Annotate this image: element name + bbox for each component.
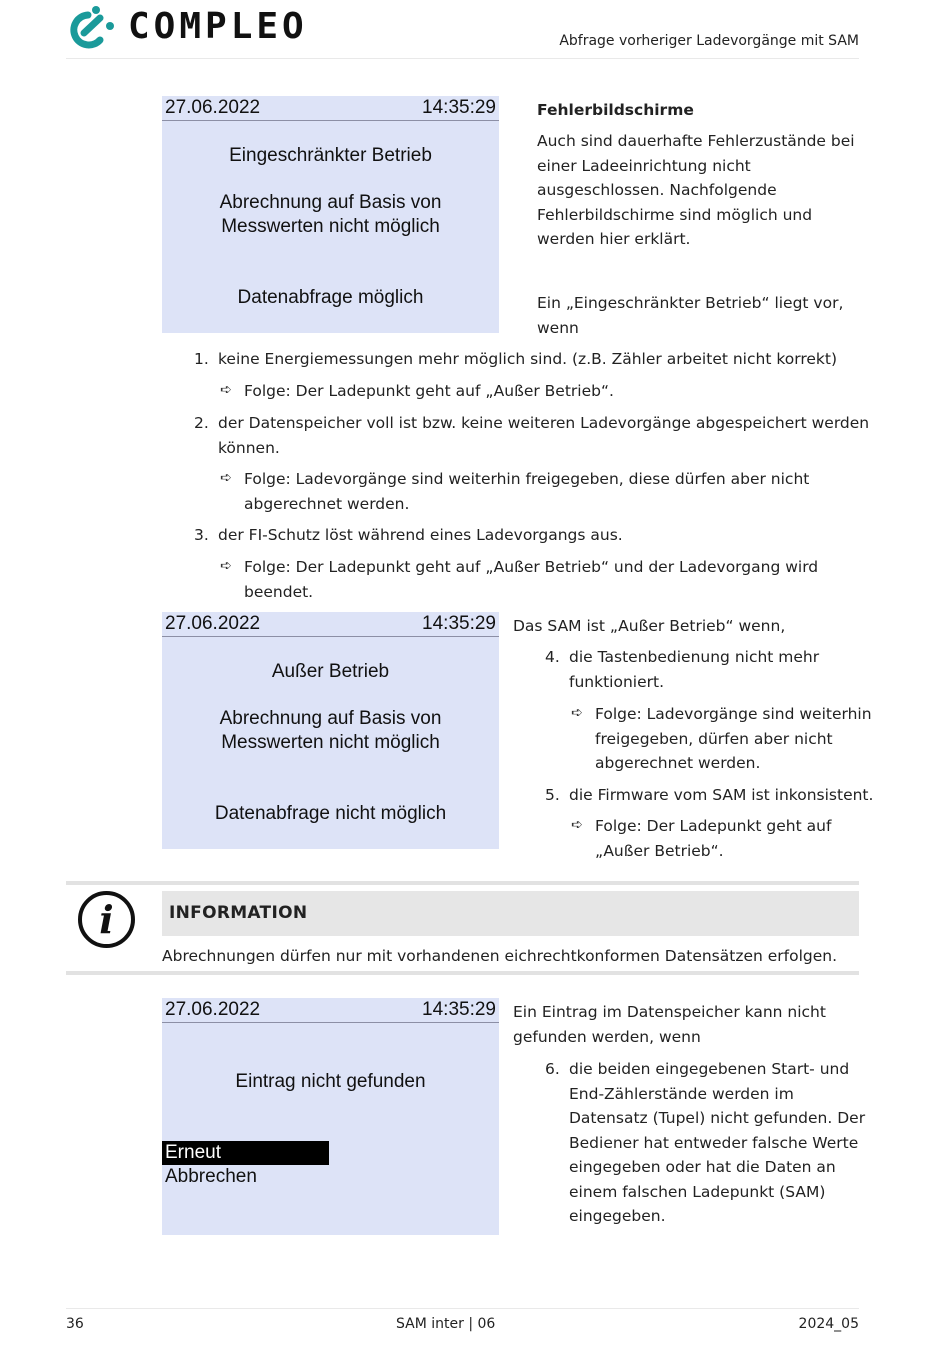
screen-status-bar	[162, 96, 499, 121]
compleo-logo	[66, 2, 308, 52]
screen-time: 14:35:29	[422, 999, 496, 1020]
screen-message-line: Messwerten nicht möglich	[221, 732, 440, 753]
list-number: 5.	[545, 786, 560, 804]
list-consequence: Folge: Ladevorgänge sind weiterhin freigegeben, dürfen aber nicht abgerechnet werden.	[595, 705, 872, 772]
info-bottom-divider	[66, 971, 859, 975]
section-paragraph: Ein „Eingeschränkter Betrieb“ liegt vor, wenn	[537, 294, 844, 337]
display-screen-restricted-operation	[162, 96, 499, 333]
compleo-logo-icon	[66, 2, 118, 52]
info-text: Abrechnungen dürfen nur mit vorhandenen eichrechtkonformen Datensätzen erfolgen.	[162, 947, 838, 965]
screen-status-bar	[162, 612, 499, 637]
list-number: 6.	[545, 1060, 560, 1078]
arrow-right-icon: ➪	[571, 705, 583, 721]
screen-date: 27.06.2022	[165, 999, 261, 1020]
page-number: 36	[66, 1316, 84, 1332]
footer-divider	[66, 1308, 859, 1309]
list-number: 4.	[545, 648, 560, 666]
list-consequence: Folge: Ladevorgänge sind weiterhin freigegeben, diese dürfen aber nicht abgerechnet werden.	[244, 470, 810, 513]
logo-wordmark: COMPLEO	[128, 6, 308, 47]
info-icon: i	[78, 891, 135, 948]
screen-status-line: Datenabfrage nicht möglich	[214, 803, 447, 824]
list-consequence: Folge: Der Ladepunkt geht auf „Außer Betrieb“.	[244, 382, 614, 400]
screen-title: Eintrag nicht gefunden	[235, 1071, 426, 1092]
section-intro: Ein Eintrag im Datenspeicher kann nicht gefunden werden, wenn	[513, 1003, 826, 1046]
screen-time: 14:35:29	[422, 97, 496, 118]
section-heading: Fehlerbildschirme	[537, 101, 694, 119]
display-screen-entry-not-found	[162, 998, 499, 1235]
display-screen-out-of-order	[162, 612, 499, 849]
footer-date: 2024_05	[798, 1316, 859, 1332]
list-item: die Tastenbedienung nicht mehr funktioniert.	[569, 648, 820, 691]
screen-title: Eingeschränkter Betrieb	[229, 145, 432, 166]
list-consequence: Folge: Der Ladepunkt geht auf „Außer Betrieb“ und der Ladevorgang wird beendet.	[244, 558, 819, 601]
screen-time: 14:35:29	[422, 613, 496, 634]
arrow-right-icon: ➪	[571, 817, 583, 833]
screen-message-line: Abrechnung auf Basis von	[219, 708, 442, 729]
screen-status-bar	[162, 998, 499, 1023]
info-top-divider	[66, 881, 859, 885]
page-header-title: Abfrage vorheriger Ladevorgänge mit SAM	[559, 33, 859, 49]
list-number: 2.	[194, 414, 209, 432]
list-consequence: Folge: Der Ladepunkt geht auf „Außer Betrieb“.	[595, 817, 832, 860]
screen-date: 27.06.2022	[165, 613, 261, 634]
list-item: der FI-Schutz löst während eines Ladevorgangs aus.	[218, 526, 623, 544]
list-item: die beiden eingegebenen Start- und End-Zählerstände werden im Datensatz (Tupel) nicht gefunden. Der Bediener hat entweder falsche Werte eingegeben oder hat die Daten an einem falschen Ladepunkt (SAM) eingegeben.	[569, 1060, 866, 1225]
screen-status-line: Datenabfrage möglich	[237, 287, 424, 308]
list-item: die Firmware vom SAM ist inkonsistent.	[569, 786, 874, 804]
screen-option-cancel: Abbrechen	[165, 1166, 257, 1187]
section-paragraph: Auch sind dauerhafte Fehlerzustände bei einer Ladeeinrichtung nicht ausgeschlossen. Nachfolgende Fehlerbildschirme sind möglich und werden hier erklärt.	[537, 132, 855, 248]
list-item: der Datenspeicher voll ist bzw. keine weiteren Ladevorgänge abgespeichert werden können.	[218, 414, 870, 457]
screen-message-line: Abrechnung auf Basis von	[219, 192, 442, 213]
arrow-right-icon: ➪	[220, 382, 232, 398]
arrow-right-icon: ➪	[220, 558, 232, 574]
screen-message-line: Messwerten nicht möglich	[221, 216, 440, 237]
list-number: 3.	[194, 526, 209, 544]
info-heading: INFORMATION	[162, 891, 859, 936]
header-divider	[66, 58, 859, 59]
footer-document-name: SAM inter | 06	[396, 1316, 496, 1332]
screen-title: Außer Betrieb	[271, 661, 390, 682]
screen-date: 27.06.2022	[165, 97, 261, 118]
list-item: keine Energiemessungen mehr möglich sind. (z.B. Zähler arbeitet nicht korrekt)	[218, 350, 838, 368]
screen-option-retry: Erneut	[162, 1141, 329, 1165]
section-intro: Das SAM ist „Außer Betrieb“ wenn,	[513, 617, 786, 635]
list-number: 1.	[194, 350, 209, 368]
arrow-right-icon: ➪	[220, 470, 232, 486]
